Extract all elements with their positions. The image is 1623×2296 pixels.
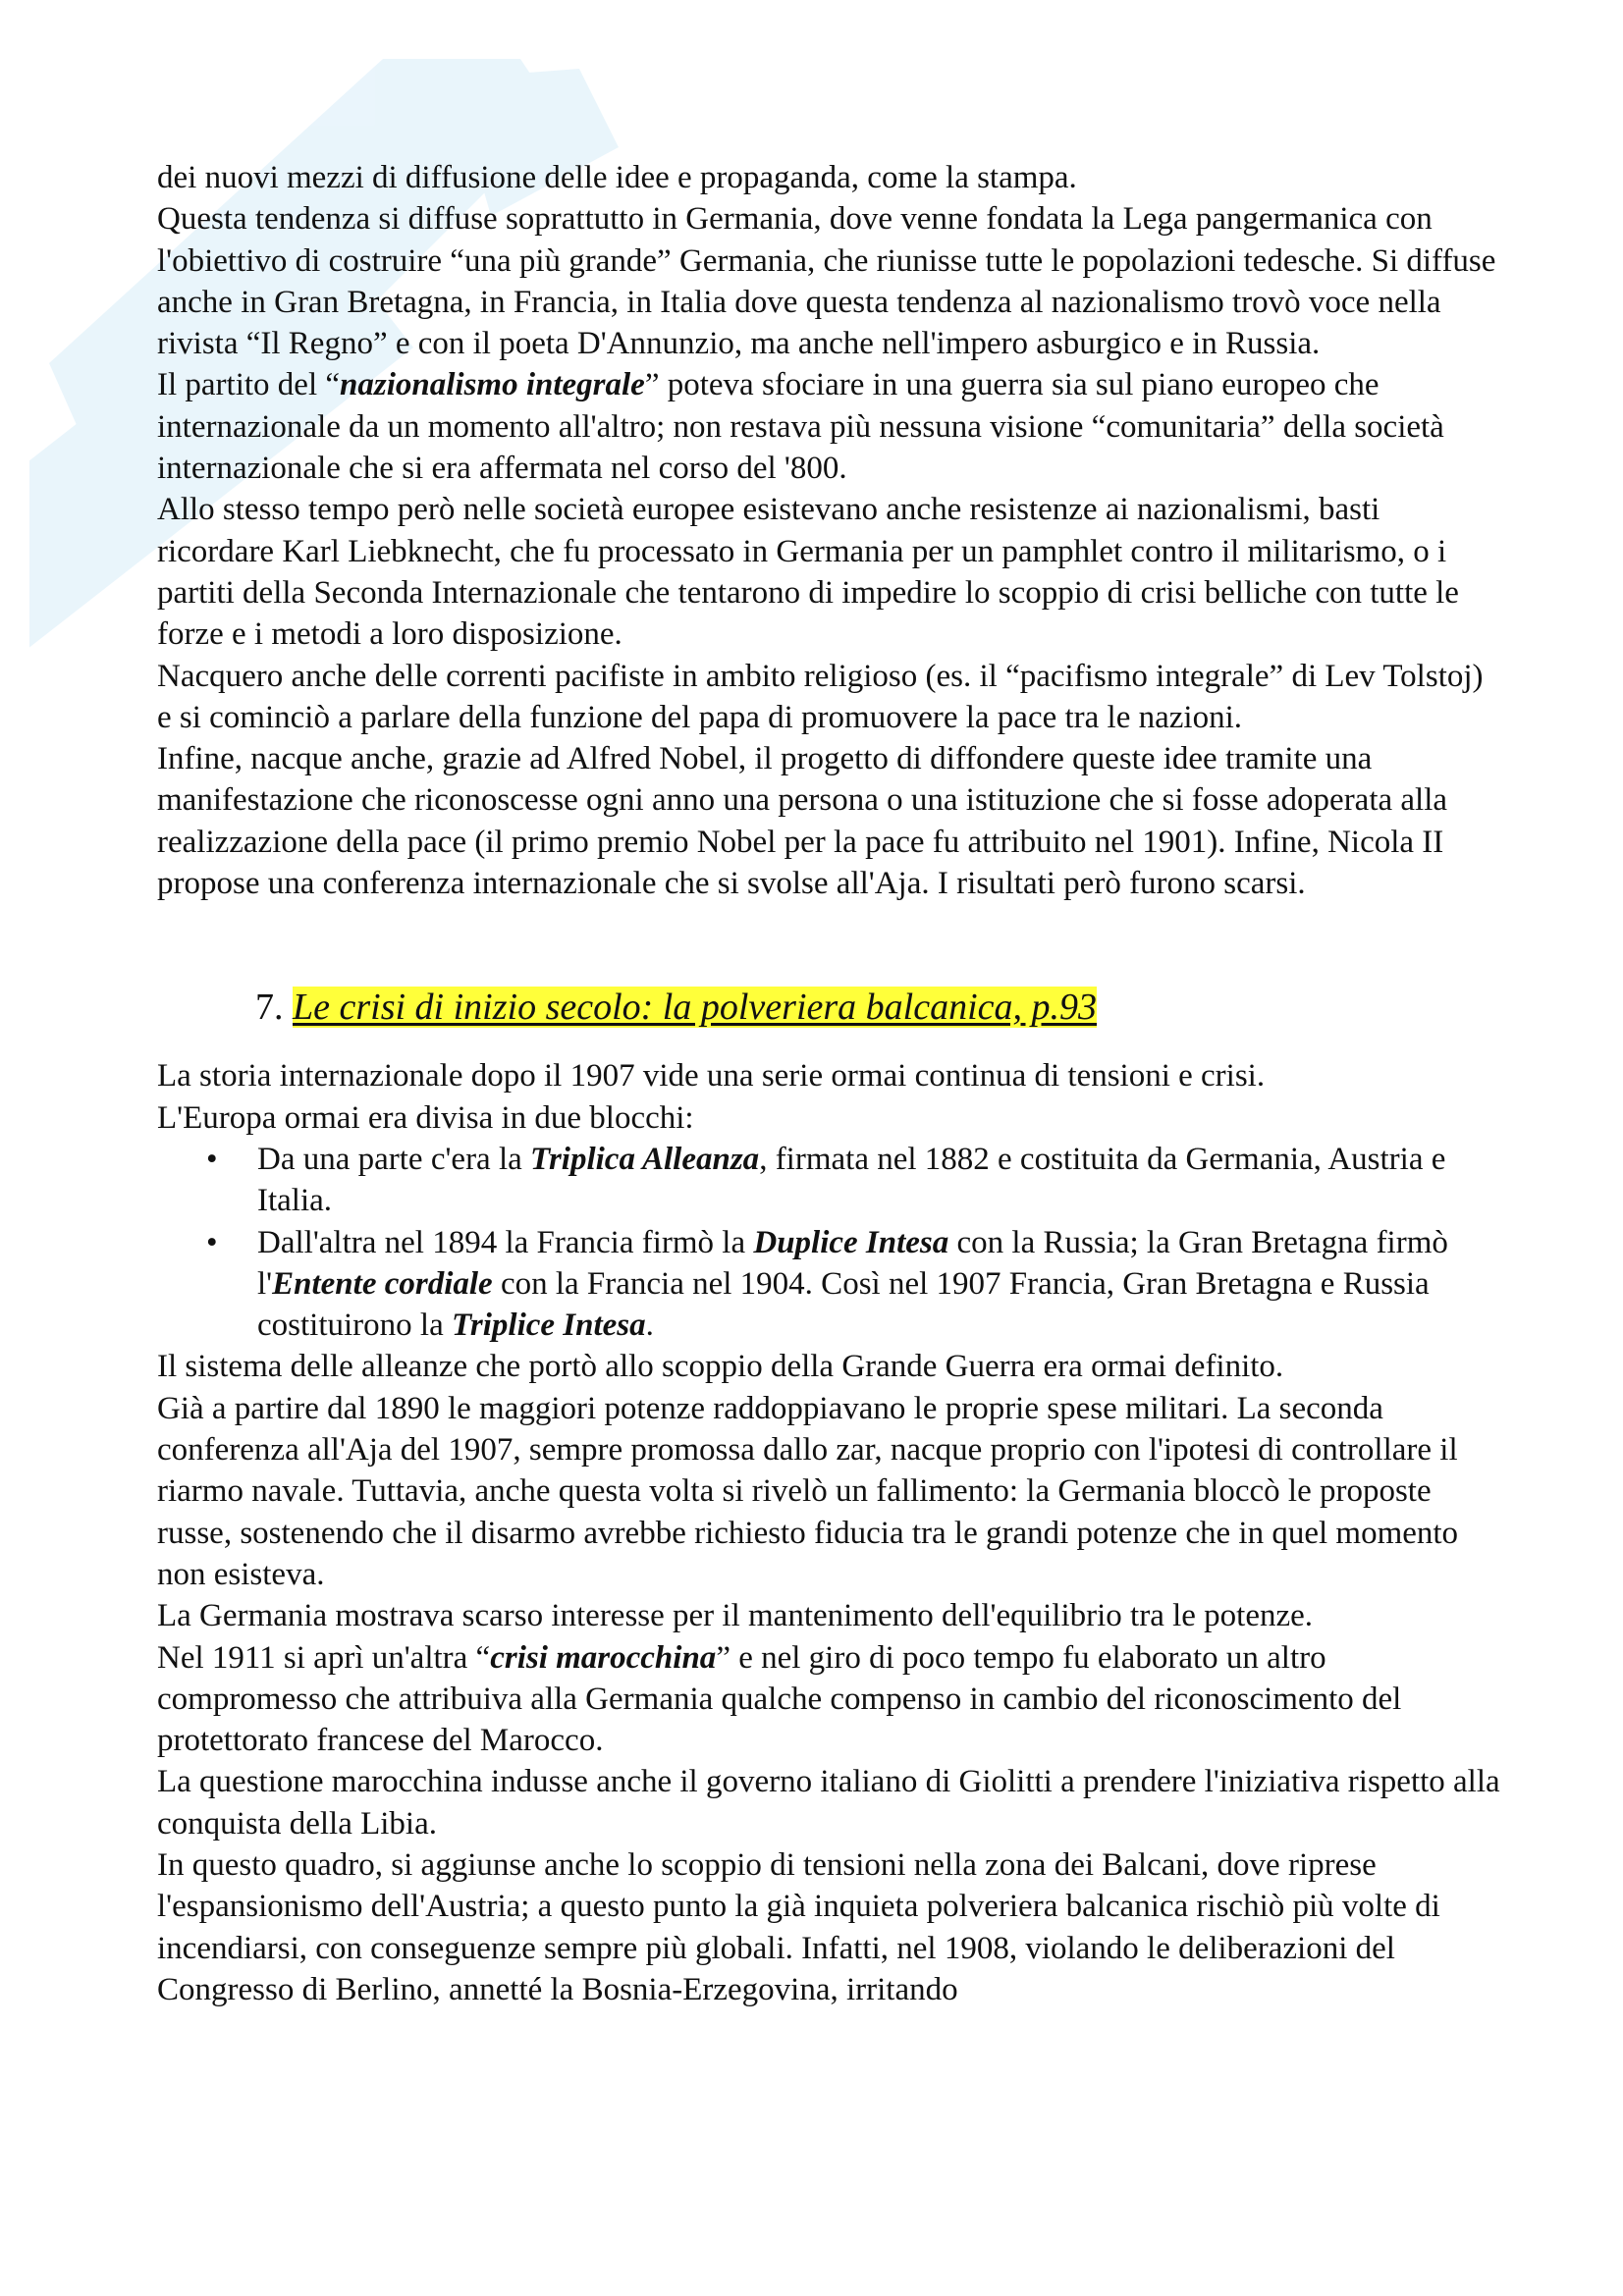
paragraph: L'Europa ormai era divisa in due blocchi: <box>157 1099 694 1136</box>
document-page <box>157 157 1502 2010</box>
key-term: nazionalismo integrale <box>340 367 645 403</box>
bullet-icon: • <box>206 1224 218 1260</box>
key-term: Triplice Intesa <box>451 1308 646 1344</box>
bullet-icon: • <box>206 1141 218 1177</box>
paragraph: Già a partire dal 1890 le maggiori potenze raddoppiavano le proprie spese militari. La seconda conferenza all'Aja del 1907, sempre promossa dallo zar, nacque proprio con l'ipotesi di controllare il riarmo navale. Tuttavia, anche questa volta si rivelò un fallimento: la Germania bloccò le proposte russe, sostenendo che il disarmo avrebbe richiesto fiducia tra le grandi potenze che in quel momento non esisteva. <box>157 1390 1459 1592</box>
bullet-list <box>157 1139 1502 1346</box>
paragraph: La questione marocchina indusse anche il governo italiano di Giolitti a prendere l'iniziativa rispetto alla conquista della Libia. <box>157 1764 1500 1842</box>
section-number: 7. <box>255 987 284 1029</box>
paragraph: Infine, nacque anche, grazie ad Alfred Nobel, il progetto di diffondere queste idee tramite una manifestazione che riconoscesse ogni anno una persona o una istituzione che si fosse adoperata alla realizzazione della pace (il primo premio Nobel per la pace fu attribuito nel 1901). Infine, Nicola II propose una conferenza internazionale che si svolse all'Aja. I risultati però furono scarsi. <box>157 741 1448 902</box>
paragraph: Questa tendenza si diffuse soprattutto in Germania, dove venne fondata la Lega pangermanica con l'obiettivo di costruire “una più grande” Germania, che riunisse tutte le popolazioni tedesche. Si diffuse anche in Gran Bretagna, in Francia, in Italia dove questa tendenza al nazionalismo trovò voce nella rivista “Il Regno” e con il poeta D'Annunzio, ma anche nell'impero asburgico e in Russia. <box>157 201 1496 362</box>
list-item: • Dall'altra nel 1894 la Francia firmò la Duplice Intesa con la Russia; la Gran Bretagna firmò l'Entente cordiale con la Francia nel 1904. Così nel 1907 Francia, Gran Bretagna e Russia costituirono la Triplice Intesa. <box>157 1222 1502 1347</box>
paragraph: Nacquero anche delle correnti pacifiste in ambito religioso (es. il “pacifismo integrale” di Lev Tolstoj) e si cominciò a parlare della funzione del papa di promuovere la pace tra le nazioni. <box>157 658 1484 735</box>
paragraph: Nel 1911 si aprì un'altra “crisi marocchina” e nel giro di poco tempo fu elaborato un altro compromesso che attribuiva alla Germania qualche compenso in cambio del riconoscimento del protettorato francese del Marocco. <box>157 1639 1402 1759</box>
key-term: crisi marocchina <box>490 1639 717 1676</box>
section-heading <box>255 983 1502 1032</box>
key-term: Entente cordiale <box>272 1265 493 1302</box>
paragraph: Allo stesso tempo però nelle società europee esistevano anche resistenze ai nazionalismi, basti ricordare Karl Liebknecht, che fu processato in Germania per un pamphlet contro il militarismo, o i partiti della Seconda Internazionale che tentarono di impedire lo scoppio di crisi belliche con tutte le forze e i metodi a loro disposizione. <box>157 492 1459 653</box>
list-item: • Da una parte c'era la Triplica Alleanza, firmata nel 1882 e costituita da Germania, Austria e Italia. <box>157 1139 1502 1222</box>
section-title: Le crisi di inizio secolo: la polveriera balcanica, p.93 <box>293 987 1098 1029</box>
paragraph: dei nuovi mezzi di diffusione delle idee e propaganda, come la stampa. <box>157 160 1077 195</box>
paragraph: In questo quadro, si aggiunse anche lo scoppio di tensioni nella zona dei Balcani, dove riprese l'espansionismo dell'Austria; a questo punto la già inquieta polveriera balcanica rischiò più volte di incendiarsi, con conseguenze sempre più globali. Infatti, nel 1908, violando le deliberazioni del Congresso di Berlino, annetté la Bosnia-Erzegovina, irritando <box>157 1846 1440 2007</box>
paragraph: Il sistema delle alleanze che portò allo scoppio della Grande Guerra era ormai definito. <box>157 1349 1284 1385</box>
key-term: Duplice Intesa <box>753 1224 949 1260</box>
key-term: Triplica Alleanza <box>530 1141 760 1177</box>
paragraph: Il partito del “nazionalismo integrale” poteva sfociare in una guerra sia sul piano europeo che internazionale da un momento all'altro; non restava più nessuna visione “comunitaria” della società internazionale che si era affermata nel corso del '800. <box>157 367 1444 487</box>
spacer <box>157 904 1502 983</box>
paragraph: La Germania mostrava scarso interesse per il mantenimento dell'equilibrio tra le potenze. <box>157 1598 1314 1634</box>
paragraph: La storia internazionale dopo il 1907 vide una serie ormai continua di tensioni e crisi. <box>157 1058 1266 1095</box>
